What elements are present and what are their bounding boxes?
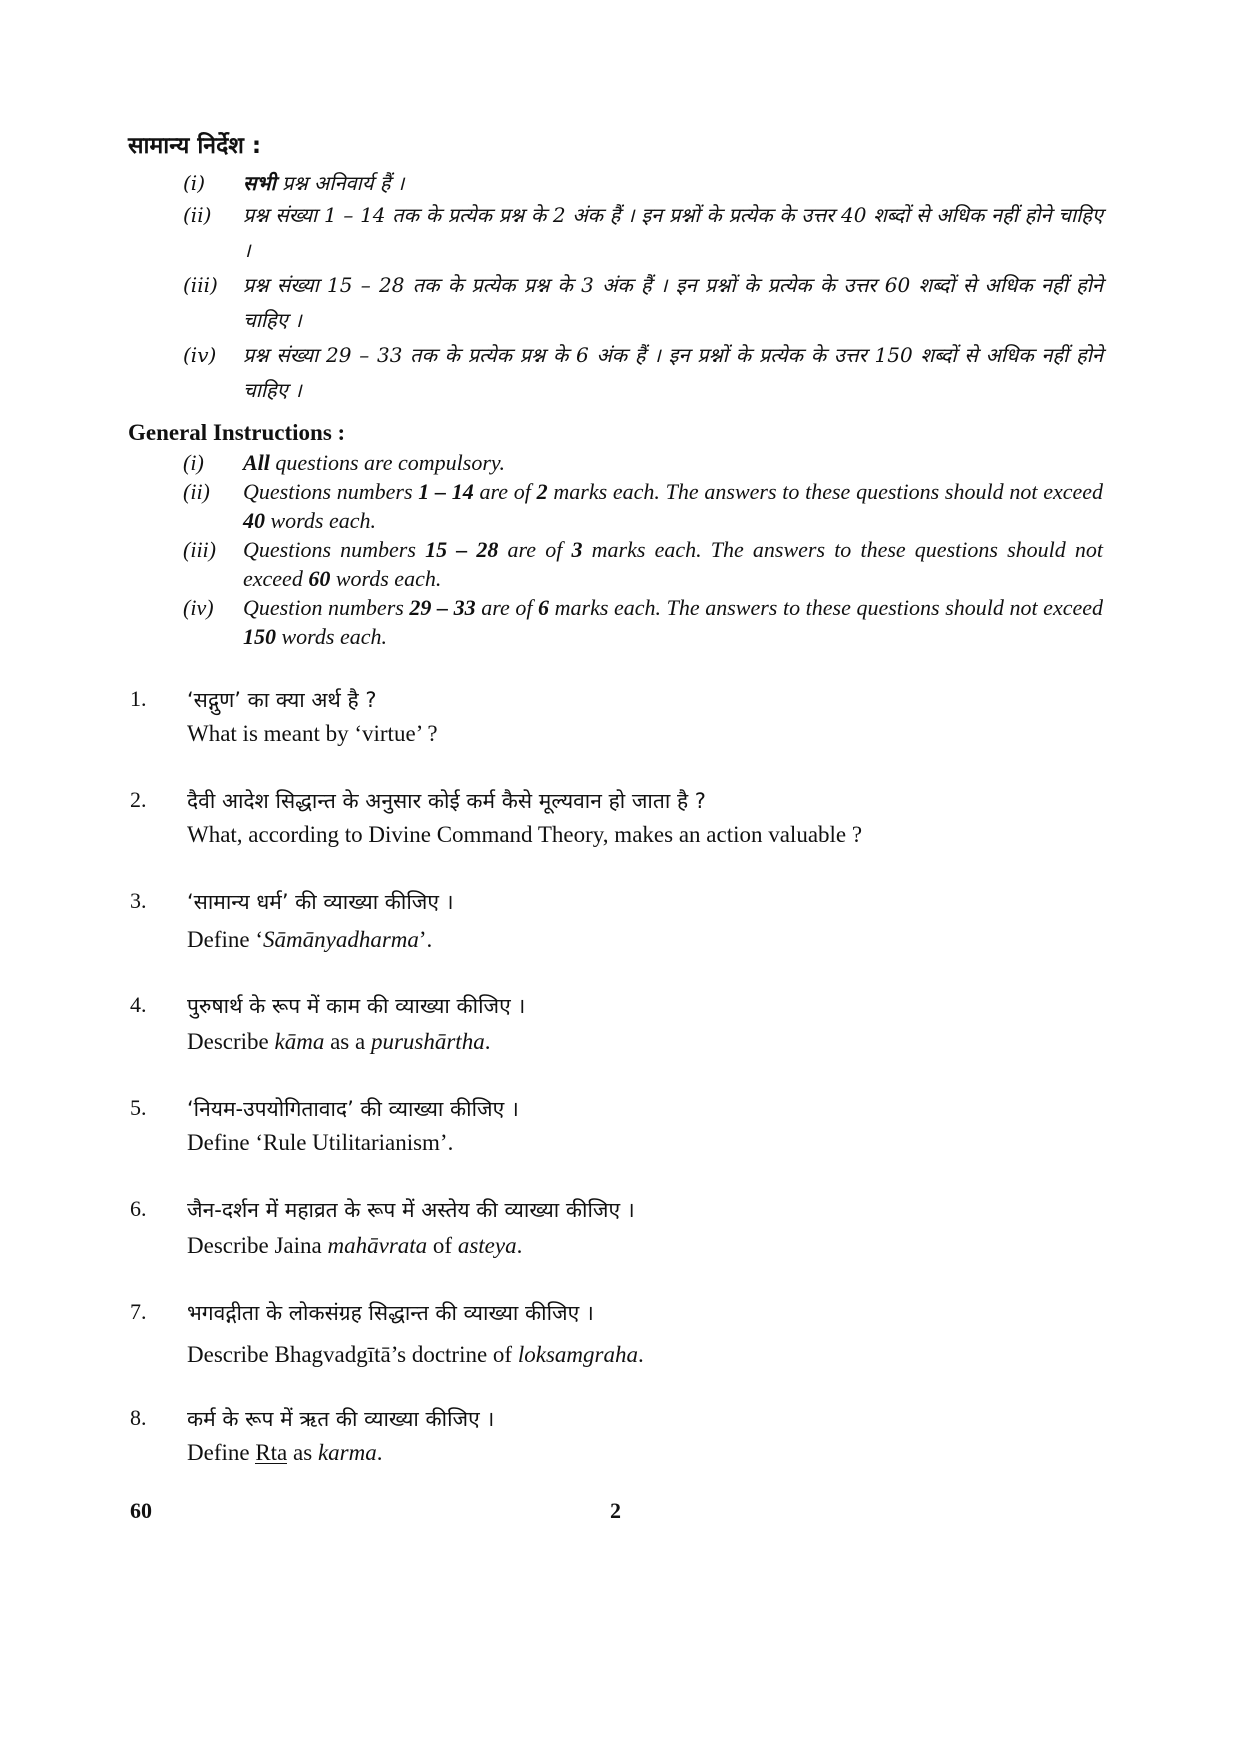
instruction-number: (iv): [183, 595, 214, 620]
question-text: Describe Jaina: [187, 1233, 328, 1258]
instruction-bold: 6: [538, 595, 550, 620]
question-english: [187, 1342, 644, 1368]
question-text: .: [376, 1440, 383, 1465]
instruction-text: प्रश्न संख्या 1 – 14 तक के प्रत्येक प्रश्न के 2 अंक हैं । इन प्रश्नों के प्रत्येक के उत्तर 40 शब्दों से अधिक नहीं होने चाहिए ।: [243, 203, 1103, 262]
instruction-bold: 3: [571, 537, 583, 562]
question-number: 2.: [130, 787, 147, 812]
question-number: 5.: [130, 1095, 147, 1120]
question-hindi: पुरुषार्थ के रूप में काम की व्याख्या कीजिए ।: [187, 994, 526, 1018]
question-text: .: [516, 1233, 523, 1258]
question-hindi: ‘सामान्य धर्म’ की व्याख्या कीजिए ।: [187, 890, 454, 914]
instruction-number: (iii): [183, 537, 216, 562]
question-number: 1.: [130, 686, 147, 711]
question-text: ’.: [418, 927, 433, 952]
question-hindi: दैवी आदेश सिद्धान्त के अनुसार कोई कर्म कैसे मूल्यवान हो जाता है ?: [187, 789, 706, 813]
instruction-text: Questions numbers: [243, 537, 426, 562]
instruction-text: प्रश्न संख्या 29 – 33 तक के प्रत्येक प्रश्न के 6 अंक हैं । इन प्रश्नों के प्रत्येक के उत्तर 150 शब्दों से अधिक नहीं होने चाहिए ।: [243, 343, 1103, 402]
instruction-text: Question numbers: [243, 595, 410, 620]
instruction-text: marks each. The answers to these questions should not exceed: [243, 537, 1104, 591]
question-term: purushārtha: [370, 1029, 485, 1054]
question-text: .: [484, 1029, 491, 1054]
instruction-number: (i): [183, 450, 204, 475]
question-term: loksamgraha: [517, 1342, 638, 1367]
page-number: 2: [610, 1498, 621, 1523]
question-number: 8.: [130, 1405, 147, 1430]
question-english: Define ‘Rule Utilitarianism’.: [187, 1130, 454, 1155]
instruction-number: (iv): [183, 343, 217, 367]
instruction-text: words each.: [265, 508, 377, 533]
question-term-underlined: Rta: [255, 1440, 288, 1465]
question-english: [187, 927, 432, 953]
english-instruction-1: [183, 448, 1103, 477]
question-number: 7.: [130, 1299, 147, 1324]
english-instructions-title: General Instructions :: [128, 420, 346, 445]
question-hindi: ‘सद्गुण’ का क्या अर्थ है ?: [187, 688, 377, 712]
question-english: [187, 1029, 490, 1055]
hindi-instruction-4: [183, 338, 1103, 408]
paper-code: 60: [130, 1498, 152, 1523]
instruction-text: प्रश्न संख्या 15 – 28 तक के प्रत्येक प्रश्न के 3 अंक हैं । इन प्रश्नों के प्रत्येक के उत्तर 60 शब्दों से अधिक नहीं होने चाहिए ।: [243, 273, 1103, 332]
question-number: 3.: [130, 888, 147, 913]
question-term: asteya: [457, 1233, 517, 1258]
instruction-bold: 29 – 33: [409, 595, 476, 620]
instruction-bold: 1 – 14: [418, 479, 474, 504]
question-hindi: ‘नियम-उपयोगितावाद’ की व्याख्या कीजिए ।: [187, 1097, 519, 1121]
question-english: [187, 1233, 522, 1259]
instruction-bold: 150: [243, 624, 276, 649]
question-number: 4.: [130, 992, 147, 1017]
question-text: Define ‘: [187, 927, 263, 952]
instruction-bold: 40: [243, 508, 265, 533]
question-term: Sāmānyadharma: [263, 927, 419, 952]
question-hindi: जैन-दर्शन में महाव्रत के रूप में अस्तेय की व्याख्या कीजिए ।: [187, 1198, 635, 1222]
instruction-text: are of: [475, 595, 539, 620]
instruction-bold: All: [243, 450, 270, 475]
question-text: as: [287, 1440, 318, 1465]
question-english: What, according to Divine Command Theory, makes an action valuable ?: [187, 822, 863, 847]
question-term: karma: [317, 1440, 377, 1465]
instruction-text: words each.: [276, 624, 388, 649]
instruction-bold: 60: [308, 566, 331, 591]
question-text: Describe Bhagvadgītā’s doctrine of: [187, 1342, 518, 1367]
instruction-text: marks each. The answers to these questions should not exceed: [549, 595, 1104, 620]
question-text: .: [637, 1342, 644, 1367]
question-term: kāma: [274, 1029, 325, 1054]
instruction-text: are of: [473, 479, 537, 504]
question-hindi: भगवद्गीता के लोकसंग्रह सिद्धान्त की व्याख्या कीजिए ।: [187, 1301, 594, 1325]
question-number: 6.: [130, 1196, 147, 1221]
instruction-number: (i): [183, 171, 206, 195]
hindi-instructions-title: सामान्य निर्देश :: [128, 133, 262, 159]
question-hindi: कर्म के रूप में ऋत की व्याख्या कीजिए ।: [187, 1407, 495, 1431]
instruction-text: marks each. The answers to these questions should not exceed: [547, 479, 1104, 504]
english-instruction-3: [183, 535, 1103, 593]
question-english: [187, 1440, 382, 1466]
hindi-instruction-3: [183, 268, 1103, 338]
instruction-number: (ii): [183, 479, 210, 504]
instruction-bold: सभी: [243, 171, 276, 195]
instruction-text: words each.: [330, 566, 442, 591]
question-text: of: [427, 1233, 458, 1258]
question-text: Describe: [187, 1029, 275, 1054]
instruction-text: questions are compulsory.: [269, 450, 505, 475]
english-instruction-2: [183, 477, 1103, 535]
instruction-text: प्रश्न अनिवार्य हैं ।: [275, 171, 405, 195]
question-term: mahāvrata: [327, 1233, 428, 1258]
instruction-bold: 15 – 28: [425, 537, 499, 562]
question-english: What is meant by ‘virtue’ ?: [187, 721, 438, 746]
instruction-text: Questions numbers: [243, 479, 419, 504]
question-text: Define: [187, 1440, 256, 1465]
question-text: as a: [324, 1029, 371, 1054]
instruction-number: (ii): [183, 203, 212, 227]
instruction-bold: 2: [536, 479, 548, 504]
hindi-instruction-1: [183, 166, 1103, 201]
english-instruction-4: [183, 593, 1103, 651]
hindi-instruction-2: [183, 198, 1103, 268]
instruction-number: (iii): [183, 273, 218, 297]
instruction-text: are of: [498, 537, 572, 562]
